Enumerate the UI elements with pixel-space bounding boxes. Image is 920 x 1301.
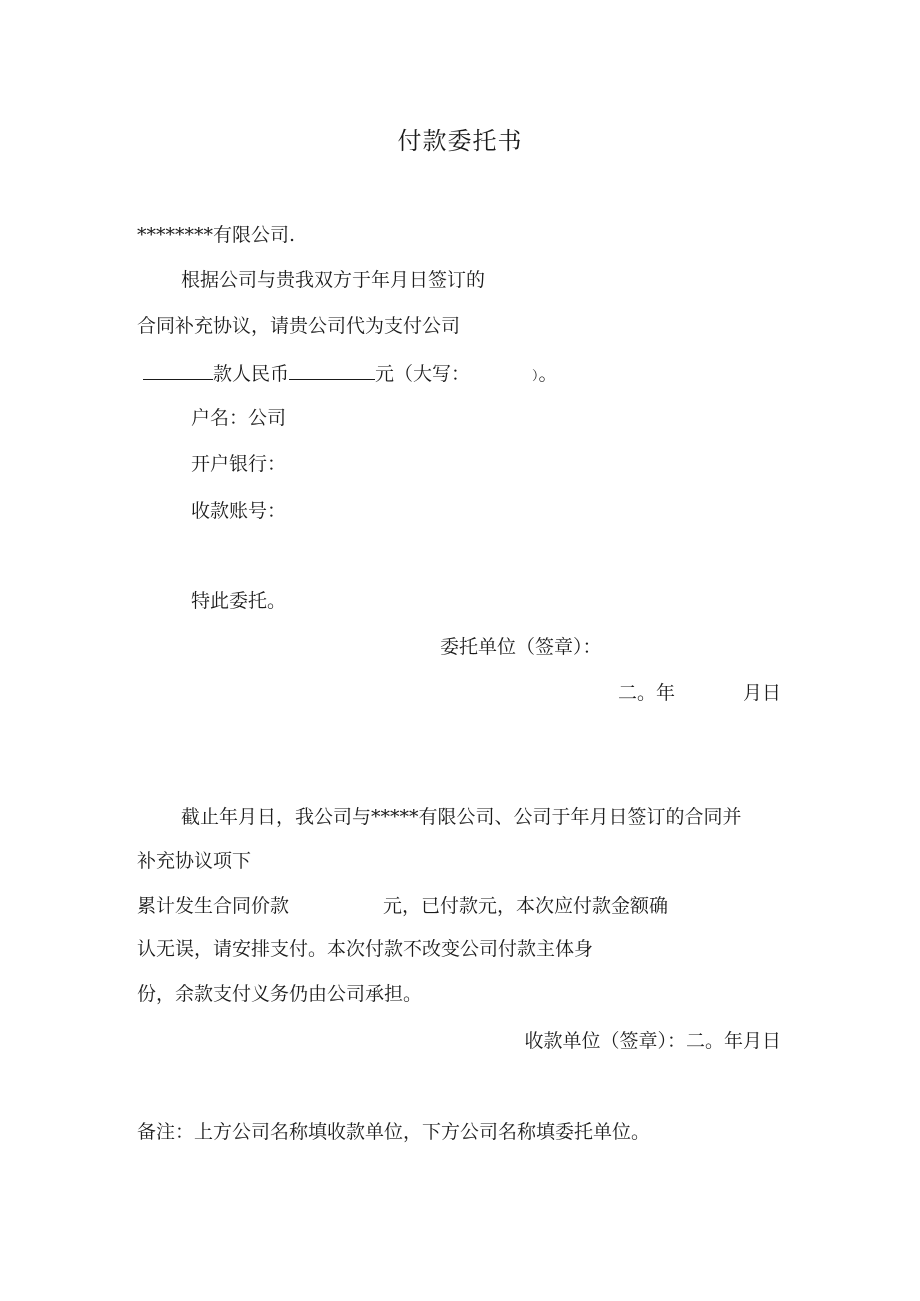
paragraph2-line4: 认无误，请安排支付。本次付款不改变公司付款主体身 (137, 938, 594, 960)
bank-name: 开户银行： (191, 453, 287, 475)
closing-phrase: 特此委托。 (191, 590, 287, 612)
date-year: 二。年 (618, 682, 676, 704)
paragraph2-line5: 份，余款支付义务仍由公司承担。 (137, 983, 423, 1005)
amount-label: 款人民币 (213, 363, 290, 385)
amount-line (143, 361, 558, 389)
paragraph2-line3b: 元，已付款元，本次应付款金额确 (383, 895, 669, 917)
payee-signature: 收款单位（签章）：二。年月日 (524, 1030, 781, 1052)
paragraph2-line2: 补充协议项下 (137, 850, 252, 872)
paragraph1-line1: 根据公司与贵我双方于年月日签订的 (181, 269, 486, 291)
amount-uppercase-label: 元（大写： (375, 363, 471, 385)
document-title: 付款委托书 (397, 127, 523, 155)
close-paren: ） (532, 369, 539, 384)
footnote: 备注：上方公司名称填收款单位，下方公司名称填委托单位。 (137, 1121, 651, 1143)
paragraph1-line2: 合同补充协议，请贵公司代为支付公司 (137, 315, 461, 337)
account-number: 收款账号： (191, 500, 287, 522)
date-month-day: 月日 (743, 682, 782, 704)
principal-signature: 委托单位（签章）： (440, 636, 602, 658)
amount-line-end: 。 (538, 363, 558, 385)
paragraph2-line3a: 累计发生合同价款 (137, 895, 290, 917)
paragraph2-line1: 截止年月日，我公司与*****有限公司、公司于年月日签订的合同并 (181, 806, 742, 828)
account-name: 户名：公司 (191, 407, 287, 429)
payee-blank (143, 361, 213, 380)
amount-blank (289, 361, 375, 380)
addressee: ********有限公司. (137, 224, 296, 246)
